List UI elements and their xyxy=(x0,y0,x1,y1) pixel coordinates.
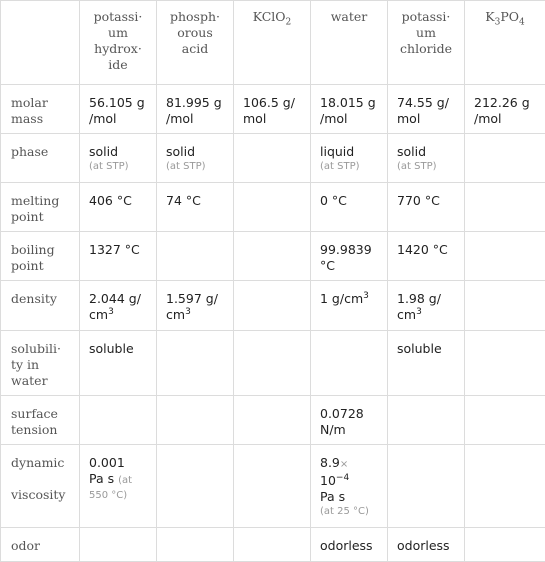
surface-tension-k3po4 xyxy=(465,396,545,445)
boiling-point-phosphorous-acid xyxy=(157,232,234,281)
row-label-odor: odor xyxy=(1,528,80,562)
row-label-density: density xyxy=(1,281,80,331)
row-label-melting-point: melting point xyxy=(1,183,80,232)
solubility-kclo2 xyxy=(234,331,311,396)
melting-point-phosphorous-acid: 74 °C xyxy=(157,183,234,232)
surface-tension-water: 0.0728 N/m xyxy=(311,396,388,445)
row-dynamic-viscosity xyxy=(1,445,545,528)
surface-tension-potassium-hydroxide xyxy=(80,396,157,445)
boiling-point-kclo2 xyxy=(234,232,311,281)
solubility-k3po4 xyxy=(465,331,545,396)
row-odor xyxy=(1,528,545,562)
boiling-point-k3po4 xyxy=(465,232,545,281)
molar-mass-water: 18.015 g /mol xyxy=(311,85,388,134)
odor-phosphorous-acid xyxy=(157,528,234,562)
phase-kclo2 xyxy=(234,134,311,183)
odor-k3po4 xyxy=(465,528,545,562)
boiling-point-water: 99.9839 °C xyxy=(311,232,388,281)
row-surface-tension xyxy=(1,396,545,445)
solubility-potassium-hydroxide: soluble xyxy=(80,331,157,396)
row-phase xyxy=(1,134,545,183)
surface-tension-kclo2 xyxy=(234,396,311,445)
dynamic-viscosity-kclo2 xyxy=(234,445,311,528)
odor-potassium-chloride: odorless xyxy=(388,528,465,562)
row-molar-mass xyxy=(1,85,545,134)
row-solubility-in-water xyxy=(1,331,545,396)
header-row xyxy=(1,1,545,85)
row-density xyxy=(1,281,545,331)
boiling-point-potassium-chloride: 1420 °C xyxy=(388,232,465,281)
row-label-surface-tension: surface tension xyxy=(1,396,80,445)
density-water: 1 $g/cm^3$ xyxy=(311,281,388,331)
melting-point-k3po4 xyxy=(465,183,545,232)
row-melting-point xyxy=(1,183,545,232)
phase-water: liquid (at STP) xyxy=(311,134,388,183)
row-label-solubility-in-water: solubili· ty in water xyxy=(1,331,80,396)
surface-tension-phosphorous-acid xyxy=(157,396,234,445)
molar-mass-k3po4: 212.26 g /mol xyxy=(465,85,545,134)
molar-mass-potassium-hydroxide: 56.105 g /mol xyxy=(80,85,157,134)
col-header-water: water xyxy=(311,1,388,85)
dynamic-viscosity-water: 8.9× $10^{-4}$ Pa s (at 25 °C) xyxy=(311,445,388,528)
density-phosphorous-acid: 1.597 g/ $cm^3$ xyxy=(157,281,234,331)
phase-phosphorous-acid: solid (at STP) xyxy=(157,134,234,183)
phase-potassium-hydroxide: solid (at STP) xyxy=(80,134,157,183)
dynamic-viscosity-potassium-hydroxide: 0.001 Pa s (at 550 °C) xyxy=(80,445,157,528)
row-label-boiling-point: boiling point xyxy=(1,232,80,281)
col-header-k3po4: $K_3PO_4$ xyxy=(465,1,545,85)
solubility-potassium-chloride: soluble xyxy=(388,331,465,396)
dynamic-viscosity-potassium-chloride xyxy=(388,445,465,528)
surface-tension-potassium-chloride xyxy=(388,396,465,445)
dynamic-viscosity-phosphorous-acid xyxy=(157,445,234,528)
odor-kclo2 xyxy=(234,528,311,562)
col-header-potassium-chloride: potassi· um chloride xyxy=(388,1,465,85)
melting-point-potassium-hydroxide: 406 °C xyxy=(80,183,157,232)
solubility-water xyxy=(311,331,388,396)
row-label-dynamic-viscosity: dynamic viscosity xyxy=(1,445,80,528)
col-header-kclo2: KClO$_2$ xyxy=(234,1,311,85)
phase-potassium-chloride: solid (at STP) xyxy=(388,134,465,183)
melting-point-potassium-chloride: 770 °C xyxy=(388,183,465,232)
phase-k3po4 xyxy=(465,134,545,183)
melting-point-kclo2 xyxy=(234,183,311,232)
molar-mass-phosphorous-acid: 81.995 g /mol xyxy=(157,85,234,134)
molar-mass-kclo2: 106.5 g/ mol xyxy=(234,85,311,134)
col-header-potassium-hydroxide: potassi· um hydrox· ide xyxy=(80,1,157,85)
row-boiling-point xyxy=(1,232,545,281)
corner-cell xyxy=(1,1,80,85)
dynamic-viscosity-k3po4 xyxy=(465,445,545,528)
col-header-phosphorous-acid: phosph· orous acid xyxy=(157,1,234,85)
density-potassium-hydroxide: 2.044 g/ $cm^3$ xyxy=(80,281,157,331)
density-potassium-chloride: 1.98 g/ $cm^3$ xyxy=(388,281,465,331)
density-kclo2 xyxy=(234,281,311,331)
row-label-phase: phase xyxy=(1,134,80,183)
density-k3po4 xyxy=(465,281,545,331)
boiling-point-potassium-hydroxide: 1327 °C xyxy=(80,232,157,281)
odor-potassium-hydroxide xyxy=(80,528,157,562)
solubility-phosphorous-acid xyxy=(157,331,234,396)
odor-water: odorless xyxy=(311,528,388,562)
row-label-molar-mass: molar mass xyxy=(1,85,80,134)
melting-point-water: 0 °C xyxy=(311,183,388,232)
molar-mass-potassium-chloride: 74.55 g/ mol xyxy=(388,85,465,134)
